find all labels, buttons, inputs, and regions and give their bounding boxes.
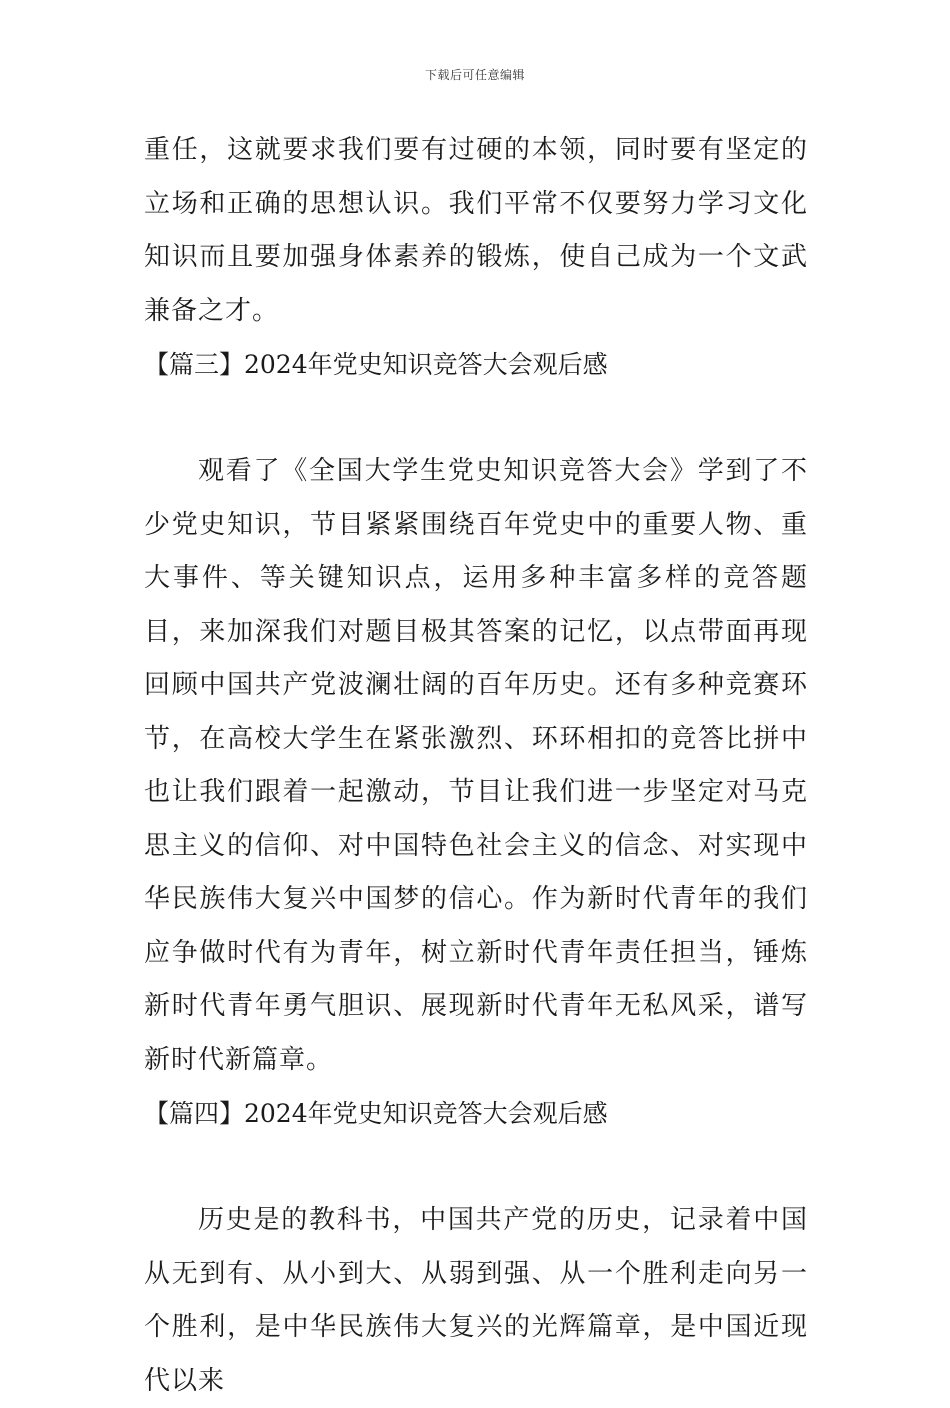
blank-line: [144, 392, 808, 446]
section-heading-4: 【篇四】2024年党史知识竞答大会观后感: [144, 1099, 608, 1128]
paragraph-section-3: 观看了《全国大学生党史知识竞答大会》学到了不少党史知识，节目紧紧围绕百年党史中的重要人物、重大事件、等关键知识点，运用多种丰富多样的竞答题目，来加深我们对题目极其答案的记忆，以点带面再现回顾中国共产党波澜壮阔的百年历史。还有多种竞赛环节，在高校大学生在紧张激烈、环环相扣的竞答比拼中也让我们跟着一起激动，节目让我们进一步坚定对马克思主义的信仰、对中国特色社会主义的信念、对实现中华民族伟大复兴中国梦的信心。作为新时代青年的我们应争做时代有为青年，树立新时代青年责任担当，锤炼新时代青年勇气胆识、展现新时代青年无私风采，谱写新时代新篇章。: [144, 456, 808, 1075]
page-header-note: 下载后可任意编辑: [424, 68, 525, 82]
paragraph-section-4: 历史是的教科书，中国共产党的历史，记录着中国从无到有、从小到大、从弱到强、从一个胜利走向另一个胜利，是中华民族伟大复兴的光辉篇章，是中国近现代以来: [144, 1205, 808, 1396]
document-body: [144, 124, 808, 1408]
paragraph-continued: 重任，这就要求我们要有过硬的本领，同时要有坚定的立场和正确的思想认识。我们平常不仅要努力学习文化知识而且要加强身体素养的锻炼，使自己成为一个文武兼备之才。: [144, 135, 808, 326]
blank-line: [144, 1141, 808, 1195]
section-heading-3: 【篇三】2024年党史知识竞答大会观后感: [144, 350, 608, 379]
